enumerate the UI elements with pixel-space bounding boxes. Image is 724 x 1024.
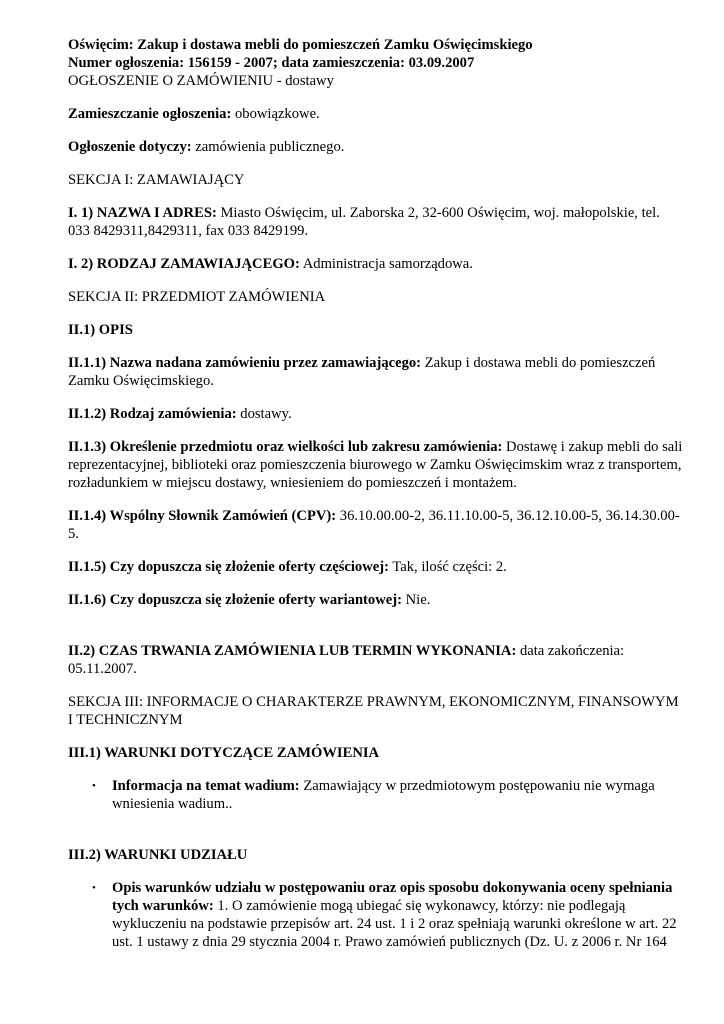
contract-name: [68, 354, 684, 390]
wadium-list: [68, 777, 684, 813]
name-label: I. 1) NAZWA I ADRES:: [68, 205, 217, 221]
contracting-authority-type: [68, 255, 684, 273]
document-title: Oświęcim: Zakup i dostawa mebli do pomieszczeń Zamku Oświęcimskiego: [68, 37, 533, 53]
placement-label: Zamieszczanie ogłoszenia:: [68, 106, 232, 122]
notice-type: OGŁOSZENIE O ZAMÓWIENIU - dostawy: [68, 73, 334, 89]
contract-name-value: Zakup i dostawa mebli do pomieszczeń Zamku Oświęcimskiego.: [68, 355, 656, 389]
duration-label: II.2) CZAS TRWANIA ZAMÓWIENIA LUB TERMIN WYKONANIA:: [68, 643, 517, 659]
contract-scope: [68, 438, 684, 492]
spacer: [68, 828, 684, 846]
contract-kind-value: dostawy.: [236, 406, 292, 422]
participation-conditions-value: 1. O zamówienie mogą ubiegać się wykonawcy, którzy: nie podlegają wykluczeniu na podstawie przepisów art. 24 ust. 1 i 2 oraz spełniają warunki określone w art. 22 ust. 1 ustawy z dnia 29 stycznia 2004 r. Prawo zamówień publicznych (Dz. U. z 2006 r. Nr 164: [112, 898, 677, 950]
bullet-icon: •: [92, 882, 96, 894]
wadium-value: Zamawiający w przedmiotowym postępowaniu nie wymaga wniesienia wadium..: [112, 778, 655, 812]
partial-offer-value: Tak, ilość części: 2.: [388, 559, 507, 575]
duration-value: data zakończenia: 05.11.2007.: [68, 643, 625, 677]
contract-kind: [68, 405, 684, 423]
list-item: [92, 879, 684, 951]
section-2-heading: SEKCJA II: PRZEDMIOT ZAMÓWIENIA: [68, 289, 326, 305]
contract-kind-label: II.1.2) Rodzaj zamówienia:: [68, 406, 237, 422]
participation-list: [68, 879, 684, 951]
type-value: Administracja samorządowa.: [299, 256, 473, 272]
concerns-value: zamówienia publicznego.: [191, 139, 345, 155]
spacer: [68, 624, 684, 642]
notice-number: Numer ogłoszenia: 156159 - 2007; data zamieszczenia: 03.09.2007: [68, 55, 475, 71]
variant-offer: [68, 591, 684, 609]
document-header: [68, 36, 684, 90]
contracting-authority-name: [68, 204, 684, 240]
cpv-codes: [68, 507, 684, 543]
concerns-label: Ogłoszenie dotyczy:: [68, 139, 192, 155]
participation-conditions-label: Opis warunków udziału w postępowaniu oraz opis sposobu dokonywania oceny spełniania tych warunków:: [112, 880, 673, 914]
concerns-field: [68, 138, 684, 156]
list-item: [92, 777, 684, 813]
contract-duration: [68, 642, 684, 678]
contract-name-label: II.1.1) Nazwa nadana zamówieniu przez zamawiającego:: [68, 355, 422, 371]
partial-offer-label: II.1.5) Czy dopuszcza się złożenie oferty częściowej:: [68, 559, 389, 575]
section-3-heading: SEKCJA III: INFORMACJE O CHARAKTERZE PRAWNYM, EKONOMICZNYM, FINANSOWYM I TECHNICZNYM: [68, 694, 679, 728]
placement-value: obowiązkowe.: [231, 106, 320, 122]
placement-field: [68, 105, 684, 123]
type-label: I. 2) RODZAJ ZAMAWIAJĄCEGO:: [68, 256, 300, 272]
contract-scope-label: II.1.3) Określenie przedmiotu oraz wielkości lub zakresu zamówienia:: [68, 439, 503, 455]
cpv-label: II.1.4) Wspólny Słownik Zamówień (CPV):: [68, 508, 337, 524]
name-value: Miasto Oświęcim, ul. Zaborska 2, 32-600 Oświęcim, woj. małopolskie, tel. 033 8429311,8429311, fax 033 8429199.: [68, 205, 660, 239]
variant-offer-label: II.1.6) Czy dopuszcza się złożenie oferty wariantowej:: [68, 592, 402, 608]
wadium-label: Informacja na temat wadium:: [112, 778, 300, 794]
description-heading: II.1) OPIS: [68, 322, 133, 338]
section-1-heading: SEKCJA I: ZAMAWIAJĄCY: [68, 172, 245, 188]
contract-scope-value: Dostawę i zakup mebli do sali reprezentacyjnej, biblioteki oraz pomieszczenia biurowego w Zamku Oświęcimskim wraz z transportem, rozładunkiem w miejscu dostawy, wniesieniem do pomieszczeń i montażem.: [68, 439, 683, 491]
conditions-heading: III.1) WARUNKI DOTYCZĄCE ZAMÓWIENIA: [68, 745, 380, 761]
participation-heading: III.2) WARUNKI UDZIAŁU: [68, 847, 248, 863]
bullet-icon: •: [92, 780, 96, 792]
variant-offer-value: Nie.: [401, 592, 431, 608]
partial-offer: [68, 558, 684, 576]
cpv-value: 36.10.00.00-2, 36.11.10.00-5, 36.12.10.00-5, 36.14.30.00-5.: [68, 508, 680, 542]
